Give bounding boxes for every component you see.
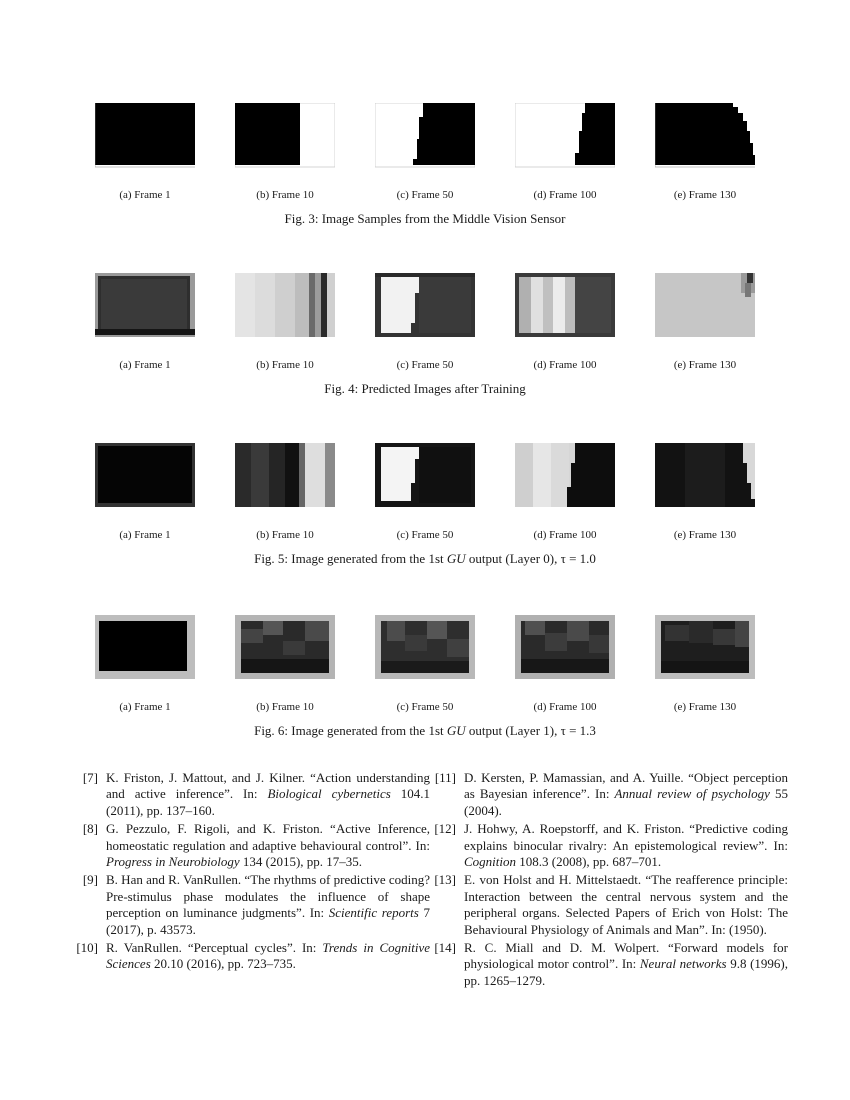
reference-details: 55 (2004). — [464, 786, 788, 818]
reference-text: E. von Holst and H. Mittelstaedt. “The reafference principle: Interaction between the central nervous system and the peripheral organs. Selected Papers of Erich von Holst: The Behavioural Physiology of Animals and Man”. In: (1950). — [464, 872, 788, 937]
reference-text: D. Kersten, P. Mamassian, and A. Yuille. “Object perception as Bayesian inference”. In: — [464, 770, 788, 802]
figure-3 — [0, 103, 850, 226]
figure-4-image-d — [515, 273, 615, 345]
reference-7 — [70, 770, 430, 819]
reference-details: 104.1 (2011), pp. 137–160. — [106, 786, 430, 818]
figure-6-caption — [0, 723, 850, 739]
reference-venue: Scientific reports — [328, 905, 419, 921]
reference-venue: Neural networks — [639, 956, 727, 972]
reference-details: 134 (2015), pp. 17–35. — [239, 854, 363, 870]
figure-6-subcaption-b: (b) Frame 10 — [256, 701, 314, 713]
reference-number: [9] — [82, 872, 98, 888]
reference-details: 9.8 (1996), pp. 1265–1279. — [464, 956, 788, 988]
figure-5-caption — [0, 551, 850, 567]
figure-4-image-b — [235, 273, 335, 345]
reference-venue: Annual review of psychology — [614, 786, 770, 802]
reference-14 — [428, 940, 788, 989]
reference-details: 108.3 (2008), pp. 687–701. — [516, 854, 662, 870]
reference-number: [13] — [434, 872, 456, 888]
figure-6-subcaption-e: (e) Frame 130 — [673, 701, 737, 713]
reference-venue: Trends in Cognitive Sciences — [106, 940, 430, 972]
reference-text: B. Han and R. VanRullen. “The rhythms of predictive coding? Pre-stimulus phase modulates the influence of shape perception on luminance judgments”. In: — [106, 872, 430, 921]
figure-5-subcaption-b: (b) Frame 10 — [256, 529, 314, 541]
figure-5-caption-prefix: Fig. 5: Image generated from the 1st — [254, 551, 447, 566]
figure-6-image-c — [375, 615, 475, 687]
reference-number: [14] — [434, 940, 456, 956]
reference-number: [12] — [434, 821, 456, 837]
reference-12 — [428, 821, 788, 870]
figure-3-subcaption-e: (e) Frame 130 — [673, 189, 737, 201]
figure-3-subcaption-d: (d) Frame 100 — [533, 189, 597, 201]
figure-6-caption-gu: GU — [446, 723, 466, 738]
figure-6-image-d — [515, 615, 615, 687]
reference-11 — [428, 770, 788, 819]
figure-6-image-e — [655, 615, 755, 687]
figure-3-image-a — [95, 103, 195, 175]
figure-5-image-e — [655, 443, 755, 515]
reference-9 — [70, 872, 430, 938]
figure-6-image-b — [235, 615, 335, 687]
figure-5 — [0, 443, 850, 566]
figure-5-image-b — [235, 443, 335, 515]
figure-3-image-c — [375, 103, 475, 175]
figure-4-image-e — [655, 273, 755, 345]
reference-text: R. VanRullen. “Perceptual cycles”. In: — [106, 940, 323, 956]
reference-text: R. C. Miall and D. M. Wolpert. “Forward models for physiological motor control”. In: — [464, 940, 788, 972]
figure-3-image-b — [235, 103, 335, 175]
figure-4-subcaption-d: (d) Frame 100 — [533, 359, 597, 371]
figure-3-subcaption-a: (a) Frame 1 — [119, 189, 171, 201]
figure-4 — [0, 273, 850, 396]
figure-5-image-c — [375, 443, 475, 515]
figure-3-caption: Fig. 3: Image Samples from the Middle Vision Sensor — [284, 211, 566, 226]
references-right-column — [428, 770, 788, 991]
figure-4-subcaption-c: (c) Frame 50 — [396, 359, 454, 371]
reference-13 — [428, 872, 788, 938]
reference-details: 7 (2017), p. 43573. — [106, 905, 430, 937]
figure-3-image-d — [515, 103, 615, 175]
figure-6-subcaption-d: (d) Frame 100 — [533, 701, 597, 713]
figure-5-subcaption-d: (d) Frame 100 — [533, 529, 597, 541]
figure-4-caption: Fig. 4: Predicted Images after Training — [324, 381, 526, 396]
reference-number: [7] — [82, 770, 98, 785]
figure-5-subcaption-e: (e) Frame 130 — [673, 529, 737, 541]
figure-6 — [0, 615, 850, 738]
figure-5-subcaption-c: (c) Frame 50 — [396, 529, 454, 541]
figure-5-caption-suffix: output (Layer 0), τ = 1.0 — [465, 551, 596, 566]
figure-4-subcaption-e: (e) Frame 130 — [673, 359, 737, 371]
reference-10 — [70, 940, 430, 973]
reference-venue: Cognition — [464, 854, 517, 870]
reference-venue: Progress in Neurobiology — [106, 854, 240, 870]
reference-details: 20.10 (2016), pp. 723–735. — [150, 956, 296, 972]
reference-number: [8] — [82, 821, 98, 837]
figure-6-caption-suffix: output (Layer 1), τ = 1.3 — [465, 723, 596, 738]
figure-6-image-a — [95, 615, 195, 687]
figure-5-caption-gu: GU — [446, 551, 466, 566]
figure-4-image-a — [95, 273, 195, 345]
figure-5-image-d — [515, 443, 615, 515]
figure-3-image-e — [655, 103, 755, 175]
reference-text: G. Pezzulo, F. Rigoli, and K. Friston. “Active Inference, homeostatic regulation and adaptive behavioural control”. In: — [106, 821, 430, 853]
figure-6-subcaption-a: (a) Frame 1 — [119, 701, 171, 713]
reference-text: J. Hohwy, A. Roepstorff, and K. Friston. “Predictive coding explains binocular rivalry: An epistemological review”. In: — [464, 821, 788, 853]
figure-3-subcaption-c: (c) Frame 50 — [396, 189, 454, 201]
figure-5-image-a — [95, 443, 195, 515]
reference-8 — [70, 821, 430, 870]
reference-text: K. Friston, J. Mattout, and J. Kilner. “Action understanding and active inference”. In: — [106, 770, 430, 802]
figure-6-subcaption-c: (c) Frame 50 — [396, 701, 454, 713]
references-left-column — [70, 770, 430, 975]
reference-number: [10] — [76, 940, 98, 956]
figure-6-caption-prefix: Fig. 6: Image generated from the 1st — [254, 723, 447, 738]
reference-number: [11] — [434, 770, 456, 785]
figure-5-subcaption-a: (a) Frame 1 — [119, 529, 171, 541]
figure-4-subcaption-a: (a) Frame 1 — [119, 359, 171, 371]
figure-4-subcaption-b: (b) Frame 10 — [256, 359, 314, 371]
figure-3-subcaption-b: (b) Frame 10 — [256, 189, 314, 201]
reference-venue: Biological cybernetics — [267, 786, 391, 802]
figure-4-image-c — [375, 273, 475, 345]
